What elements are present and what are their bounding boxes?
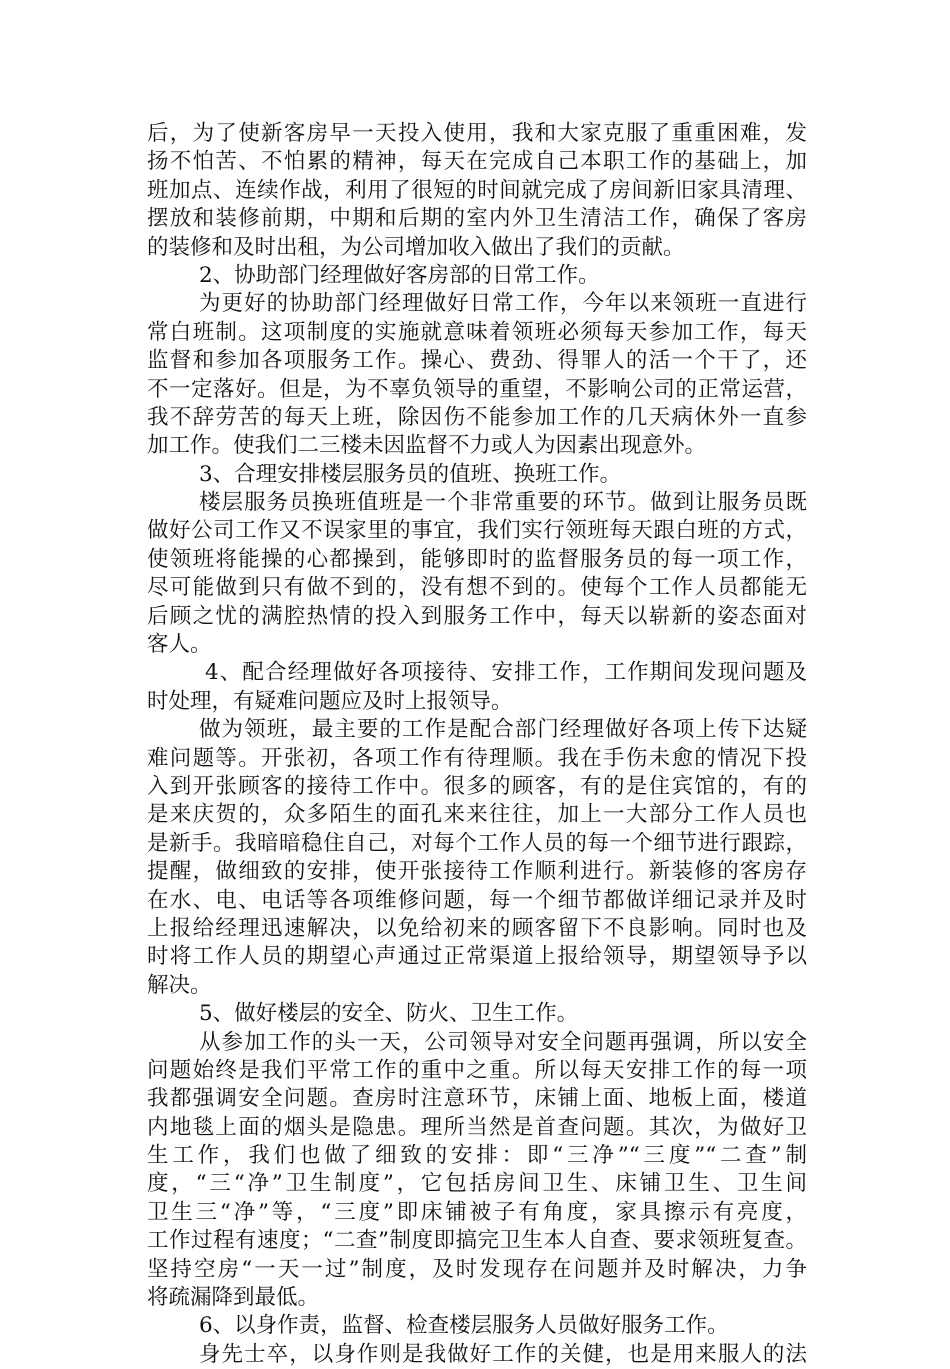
text-line: 时将工作人员的期望心声通过正常渠道上报给领导，期望领导予以 [147,944,807,970]
text-line: 楼层服务员换班值班是一个非常重要的环节。做到让服务员既 [199,490,807,516]
text-line: 我不辞劳苦的每天上班，除因伤不能参加工作的几天病休外一直参 [147,404,807,430]
text-line: 生工作，我们也做了细致的安排：即“三净”“三度”“二查”制 [147,1143,807,1169]
text-line: 是来庆贺的，众多陌生的面孔来来往往，加上一大部分工作人员也 [147,802,807,828]
text-line: 上报给经理迅速解决，以免给初来的顾客留下不良影响。同时也及 [147,915,807,941]
text-line: 2、协助部门经理做好客房部的日常工作。 [199,262,600,288]
text-line: 从参加工作的头一天，公司领导对安全问题再强调，所以安全 [199,1029,807,1055]
text-line: 使领班将能操的心都操到，能够即时的监督服务员的每一项工作， [147,546,807,572]
text-line: 提醒，做细致的安排，使开张接待工作顺利进行。新装修的客房存 [147,859,807,885]
text-line: 难问题等。开张初，各项工作有待理顺。我在手伤未愈的情况下投 [147,745,807,771]
text-line: 度，“三“净”卫生制度”，它包括房间卫生、床铺卫生、卫生间 [147,1171,807,1197]
text-line: 4、配合经理做好各项接待、安排工作，工作期间发现问题及 [205,660,807,686]
text-line: 解决。 [147,972,212,998]
text-line: 不一定落好。但是，为不辜负领导的重望，不影响公司的正常运营， [147,376,807,402]
text-line: 是新手。我暗暗稳住自己，对每个工作人员的每一个细节进行跟踪， [147,830,807,856]
document-body [147,120,807,1369]
text-line: 做好公司工作又不误家里的事宜，我们实行领班每天跟白班的方式， [147,518,807,544]
text-line: 监督和参加各项服务工作。操心、费劲、得罪人的活一个干了，还 [147,348,807,374]
text-line: 坚持空房“一天一过”制度，及时发现存在问题并及时解决，力争 [147,1256,807,1282]
text-line: 客人。 [147,632,212,658]
text-line: 5、做好楼层的安全、防火、卫生工作。 [199,1001,579,1027]
text-line: 将疏漏降到最低。 [147,1285,320,1311]
text-line: 身先士卒，以身作则是我做好工作的关健，也是用来服人的法 [199,1341,807,1367]
text-line: 常白班制。这项制度的实施就意味着领班必须每天参加工作，每天 [147,319,807,345]
text-line: 扬不怕苦、不怕累的精神，每天在完成自己本职工作的基础上，加 [147,149,807,175]
text-line: 3、合理安排楼层服务员的值班、换班工作。 [199,461,622,487]
text-line: 工作过程有速度；“二查”制度即搞完卫生本人自查、要求领班复查。 [147,1228,807,1254]
text-line: 在水、电、电话等各项维修问题，每一个细节都做详细记录并及时 [147,887,807,913]
text-line: 为更好的协助部门经理做好日常工作，今年以来领班一直进行 [199,291,807,317]
text-line: 我都强调安全问题。查房时注意环节，床铺上面、地板上面，楼道 [147,1086,807,1112]
text-line: 摆放和装修前期，中期和后期的室内外卫生清洁工作，确保了客房 [147,206,807,232]
text-line: 尽可能做到只有做不到的，没有想不到的。使每个工作人员都能无 [147,575,807,601]
text-line: 6、以身作责，监督、检查楼层服务人员做好服务工作。 [199,1313,729,1339]
text-line: 后，为了使新客房早一天投入使用，我和大家克服了重重困难，发 [147,121,807,146]
text-line: 时处理，有疑难问题应及时上报领导。 [147,688,513,714]
text-line: 班加点、连续作战，利用了很短的时间就完成了房间新旧家具清理、 [147,177,807,203]
text-line: 内地毯上面的烟头是隐患。理所当然是首查问题。其次，为做好卫 [147,1114,807,1140]
text-line: 后顾之忧的满腔热情的投入到服务工作中，每天以崭新的姿态面对 [147,603,807,629]
text-line: 卫生三“净”等，“三度”即床铺被子有角度，家具擦示有亮度， [147,1199,807,1225]
text-line: 的装修和及时出租，为公司增加收入做出了我们的贡献。 [147,234,685,260]
text-line: 加工作。使我们二三楼未因监督不力或人为因素出现意外。 [147,433,707,459]
text-line: 问题始终是我们平常工作的重中之重。所以每天安排工作的每一项 [147,1057,807,1083]
text-line: 入到开张顾客的接待工作中。很多的顾客，有的是住宾馆的，有的 [147,773,807,799]
text-line: 做为领班，最主要的工作是配合部门经理做好各项上传下达疑 [199,717,807,743]
